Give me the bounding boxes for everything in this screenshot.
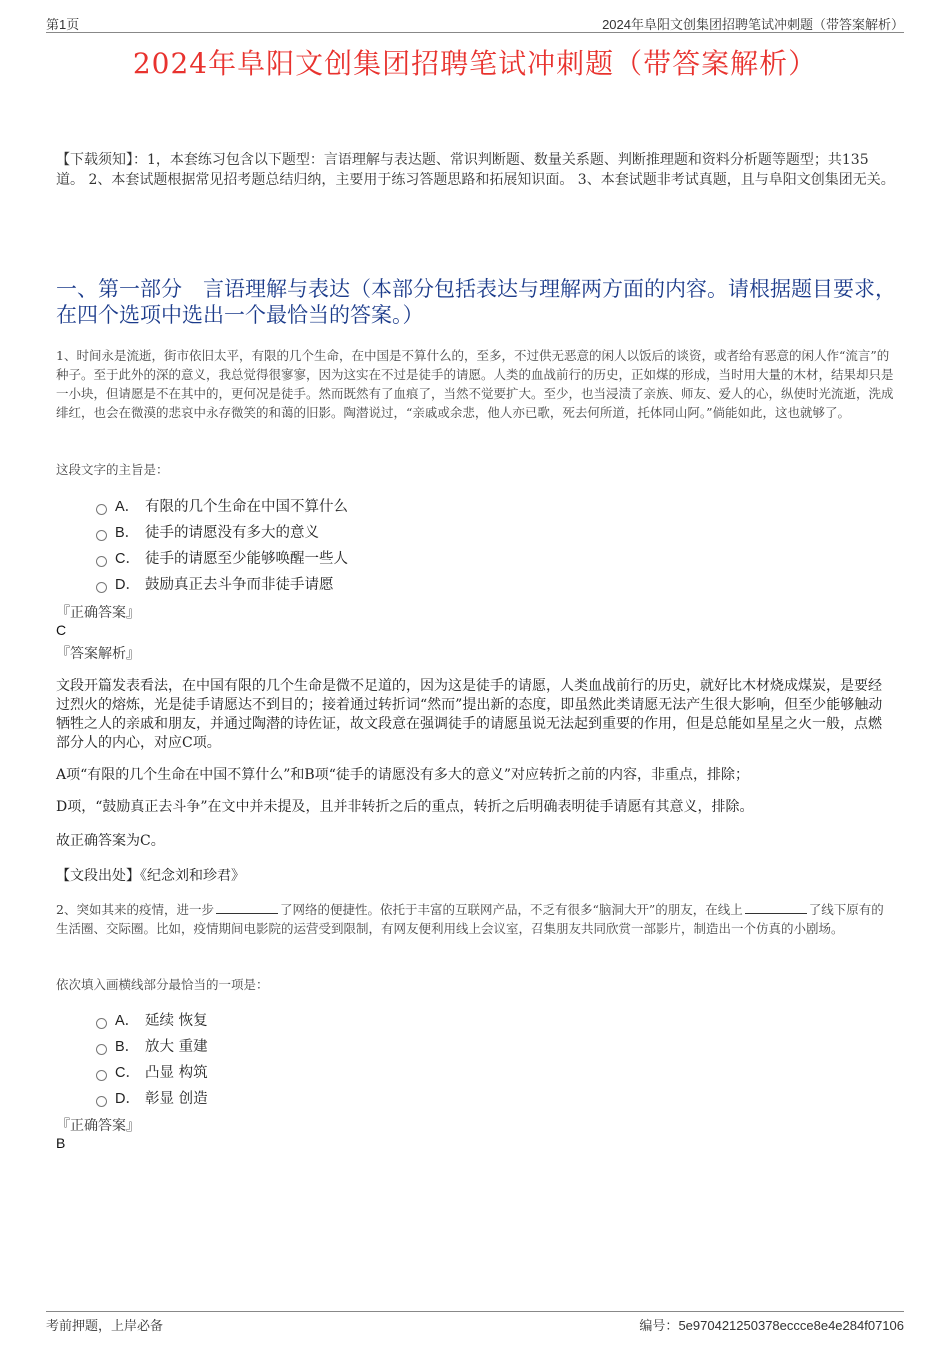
option-d[interactable] [96, 570, 348, 596]
option-d[interactable] [96, 1084, 208, 1110]
page-footer [46, 1311, 904, 1334]
option-c[interactable] [96, 544, 348, 570]
analysis-paragraph-3: D项，“鼓励真正去斗争”在文中并未提及，且并非转折之后的重点，转折之后明确表明徒手请愿有其意义，排除。 [56, 799, 754, 815]
option-letter: B． [115, 524, 140, 541]
fill-blank-1 [216, 902, 278, 914]
option-letter: C． [115, 1064, 140, 1081]
radio-icon[interactable] [96, 1070, 107, 1081]
question-2-text-c: 了线下原有的生活圈、交际圈。比如，疫情期间电影院的运营受到限制，有网友便利用线上会议室，召集朋友共同欣赏一部影片，制造出一个仿真的小剧场。 [56, 902, 884, 936]
analysis-label: 『答案解析』 [56, 646, 140, 662]
option-text: 放大 重建 [145, 1038, 208, 1055]
document-title: 2024年阜阳文创集团招聘笔试冲刺题（带答案解析） [132, 47, 818, 80]
option-text: 延续 恢复 [145, 1012, 208, 1029]
source-label: 【文段出处】 [56, 868, 140, 884]
section-heading: 一、第一部分 言语理解与表达（本部分包括表达与理解两方面的内容。请根据题目要求，在四个选项中选出一个最恰当的答案。） [56, 277, 896, 327]
option-text: 鼓励真正去斗争而非徒手请愿 [145, 576, 334, 593]
page-number: 第1页 [46, 17, 80, 32]
question-2-text-b: 了网络的便捷性。依托于丰富的互联网产品，不乏有很多“脑洞大开”的朋友，在线上 [279, 902, 743, 917]
source-title: 《纪念刘和珍君》 [140, 868, 245, 884]
option-letter: D． [115, 576, 140, 593]
question-2-prompt: 依次填入画横线部分最恰当的一项是： [56, 977, 269, 992]
option-text: 彰显 创造 [145, 1090, 208, 1107]
option-letter: B． [115, 1038, 140, 1055]
option-a[interactable] [96, 1006, 208, 1032]
question-1-prompt: 这段文字的主旨是： [56, 462, 169, 477]
code-value: 5e970421250378eccce8e4e284f07106 [678, 1318, 904, 1333]
radio-icon[interactable] [96, 530, 107, 541]
option-text: 徒手的请愿至少能够唤醒一些人 [145, 550, 348, 567]
answer-label: 『正确答案』 [56, 1118, 140, 1134]
page-header [46, 14, 904, 33]
code-label: 编号： [639, 1319, 679, 1334]
answer-label: 『正确答案』 [56, 605, 140, 621]
radio-icon[interactable] [96, 1096, 107, 1107]
radio-icon[interactable] [96, 582, 107, 593]
option-a[interactable] [96, 492, 348, 518]
option-b[interactable] [96, 1032, 208, 1058]
question-2-text-a: 2、突如其来的疫情，进一步 [56, 902, 214, 917]
radio-icon[interactable] [96, 504, 107, 515]
option-letter: D． [115, 1090, 140, 1107]
option-text: 凸显 构筑 [145, 1064, 208, 1081]
analysis-conclusion: 故正确答案为C。 [56, 833, 165, 849]
question-2-options [96, 1006, 208, 1110]
analysis-paragraph-1: 文段开篇发表看法，在中国有限的几个生命是微不足道的，因为这是徒手的请愿，人类血战前行的历史，就好比木材烧成煤炭，是要经过烈火的熔炼，光是徒手请愿达不到目的；接着通过转折词“然而”提出新的态度，即虽然此类请愿无法产生很大影响，但至少能够触动牺牲之人的亲戚和朋友，并通过陶潜的诗佐证，故文段意在强调徒手的请愿虽说无法起到重要的作用，但是总能如星星之火一般，点燃部分人的内心，对应C项。 [56, 678, 883, 751]
option-letter: A． [115, 498, 140, 515]
radio-icon[interactable] [96, 556, 107, 567]
option-text: 有限的几个生命在中国不算什么 [145, 498, 348, 515]
correct-answer: B [56, 1135, 66, 1151]
radio-icon[interactable] [96, 1018, 107, 1029]
passage-source [56, 865, 245, 885]
analysis-paragraph-2: A项“有限的几个生命在中国不算什么”和B项“徒手的请愿没有多大的意义”对应转折之前的内容，非重点，排除； [56, 767, 750, 783]
download-notice: 【下载须知】：1，本套练习包含以下题型：言语理解与表达题、常识判断题、数量关系题、判断推理题和资料分析题等题型；共135道。 2、本套试题根据常见招考题总结归纳，主要用于练习答题思路和拓展知识面。 3、本套试题非考试真题，且与阜阳文创集团无关。 [56, 152, 895, 188]
option-b[interactable] [96, 518, 348, 544]
footer-slogan: 考前押题，上岸必备 [46, 1319, 164, 1334]
question-1-passage: 1、时间永是流逝，街市依旧太平，有限的几个生命，在中国是不算什么的，至多，不过供无恶意的闲人以饭后的谈资，或者给有恶意的闲人作“流言”的种子。至于此外的深的意义，我总觉得很寥寥，因为这实在不过是徒手的请愿。人类的血战前行的历史，正如煤的形成，当时用大量的木材，结果却只是一小块，但请愿是不在其中的，更何况是徒手。然而既然有了血痕了，当然不觉要扩大。至少，也当浸渍了亲族、师友、爱人的心，纵使时光流逝，洗成绯红，也会在微漠的悲哀中永存微笑的和蔼的旧影。陶潜说过，“亲戚或余悲，他人亦已歌，死去何所道，托体同山阿。”倘能如此，这也就够了。 [56, 348, 894, 420]
question-2-passage [56, 900, 896, 938]
option-letter: C． [115, 550, 140, 567]
radio-icon[interactable] [96, 1044, 107, 1055]
option-c[interactable] [96, 1058, 208, 1084]
question-1-options [96, 492, 348, 596]
fill-blank-2 [745, 902, 807, 914]
option-text: 徒手的请愿没有多大的意义 [145, 524, 319, 541]
option-letter: A． [115, 1012, 140, 1029]
correct-answer: C [56, 622, 67, 638]
footer-code [639, 1315, 904, 1334]
header-doc-title: 2024年阜阳文创集团招聘笔试冲刺题（带答案解析） [602, 17, 904, 32]
